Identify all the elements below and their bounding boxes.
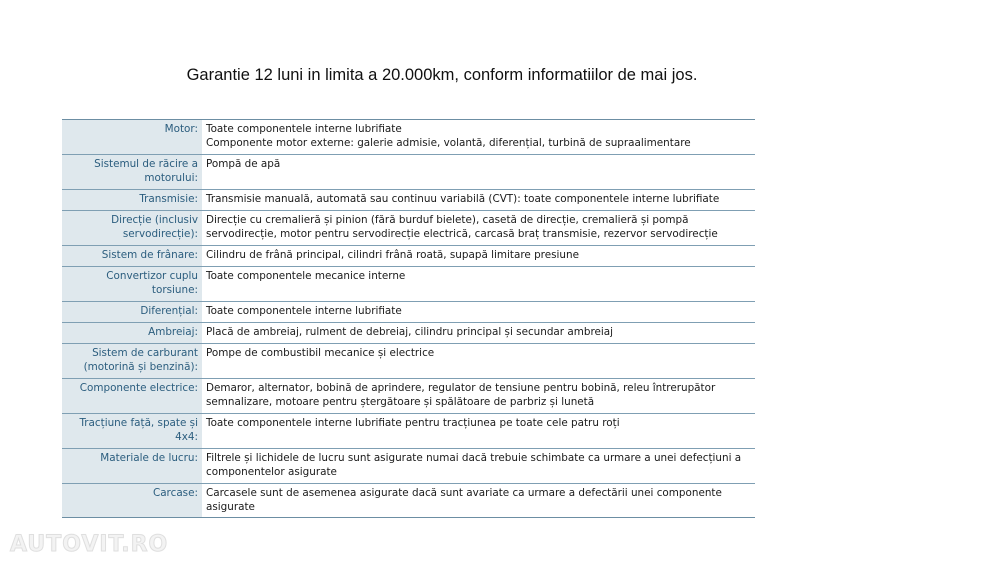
table-row-cooling xyxy=(62,155,755,190)
warranty-table xyxy=(62,119,755,518)
table-row-transmission xyxy=(62,190,755,211)
row-value: Direcție cu cremalieră și pinion (fără burduf bielete), casetă de direcție, cremalieră și pompă servodirecție, motor pentru servodirecție electrică, carcasă braț transmisie, rezervor servodirecție xyxy=(206,214,718,240)
table-row-torque-converter xyxy=(62,267,755,302)
row-value: Placă de ambreiaj, rulment de debreiaj, cilindru principal și secundar ambreiaj xyxy=(206,326,614,338)
row-label: Sistemul de răcire a motorului: xyxy=(62,155,202,190)
row-value: Toate componentele interne lubrifiate pentru tracțiunea pe toate cele patru roți xyxy=(206,417,620,429)
row-label: Tracțiune față, spate și 4x4: xyxy=(62,414,202,449)
row-label: Convertizor cuplu torsiune: xyxy=(62,267,202,302)
row-value: Toate componentele mecanice interne xyxy=(206,270,406,282)
row-value: Transmisie manuală, automată sau continuu variabilă (CVT): toate componentele interne lubrifiate xyxy=(206,193,720,205)
table-row-motor xyxy=(62,120,755,155)
table-row-steering xyxy=(62,211,755,246)
row-label: Motor: xyxy=(62,120,202,155)
row-label: Sistem de frânare: xyxy=(62,246,202,267)
table-row-electrical xyxy=(62,379,755,414)
row-value: Cilindru de frână principal, cilindri frână roată, supapă limitare presiune xyxy=(206,249,579,261)
row-label: Sistem de carburant (motorină și benzină): xyxy=(62,344,202,379)
table-row-housings xyxy=(62,484,755,518)
row-label: Carcase: xyxy=(62,484,202,518)
row-value: Toate componentele interne lubrifiate xyxy=(206,305,402,317)
row-label: Materiale de lucru: xyxy=(62,449,202,484)
row-value: Pompă de apă xyxy=(206,158,281,170)
row-value: Carcasele sunt de asemenea asigurate dacă sunt avariate ca urmare a defectării unei componente asigurate xyxy=(206,487,722,513)
row-label: Componente electrice: xyxy=(62,379,202,414)
page-title: Garantie 12 luni in limita a 20.000km, conform informatiilor de mai jos. xyxy=(186,66,698,84)
row-value xyxy=(202,120,755,155)
table-row-differential xyxy=(62,302,755,323)
table-row-fuel-system xyxy=(62,344,755,379)
row-value: Demaror, alternator, bobină de aprindere, regulator de tensiune pentru bobină, releu întrerupător semnalizare, motoare pentru ștergătoare și spălătoare de parbriz și lunetă xyxy=(206,382,716,408)
table-row-traction xyxy=(62,414,755,449)
row-value: Filtrele și lichidele de lucru sunt asigurate numai dacă trebuie schimbate ca urmare a unei defecțiuni a componentelor asigurate xyxy=(206,452,742,478)
table-row-materials xyxy=(62,449,755,484)
row-value: Pompe de combustibil mecanice și electrice xyxy=(206,347,435,359)
table-row-brakes xyxy=(62,246,755,267)
row-label: Transmisie: xyxy=(62,190,202,211)
row-label: Ambreiaj: xyxy=(62,323,202,344)
watermark-logo: AUTOVIT.RO xyxy=(10,532,169,557)
row-value-text: Toate componentele interne lubrifiate Componente motor externe: galerie admisie, volantă, diferențial, turbină de supraalimentare xyxy=(206,123,691,149)
table-row-clutch xyxy=(62,323,755,344)
row-label: Direcție (inclusiv servodirecție): xyxy=(62,211,202,246)
row-label: Diferențial: xyxy=(62,302,202,323)
